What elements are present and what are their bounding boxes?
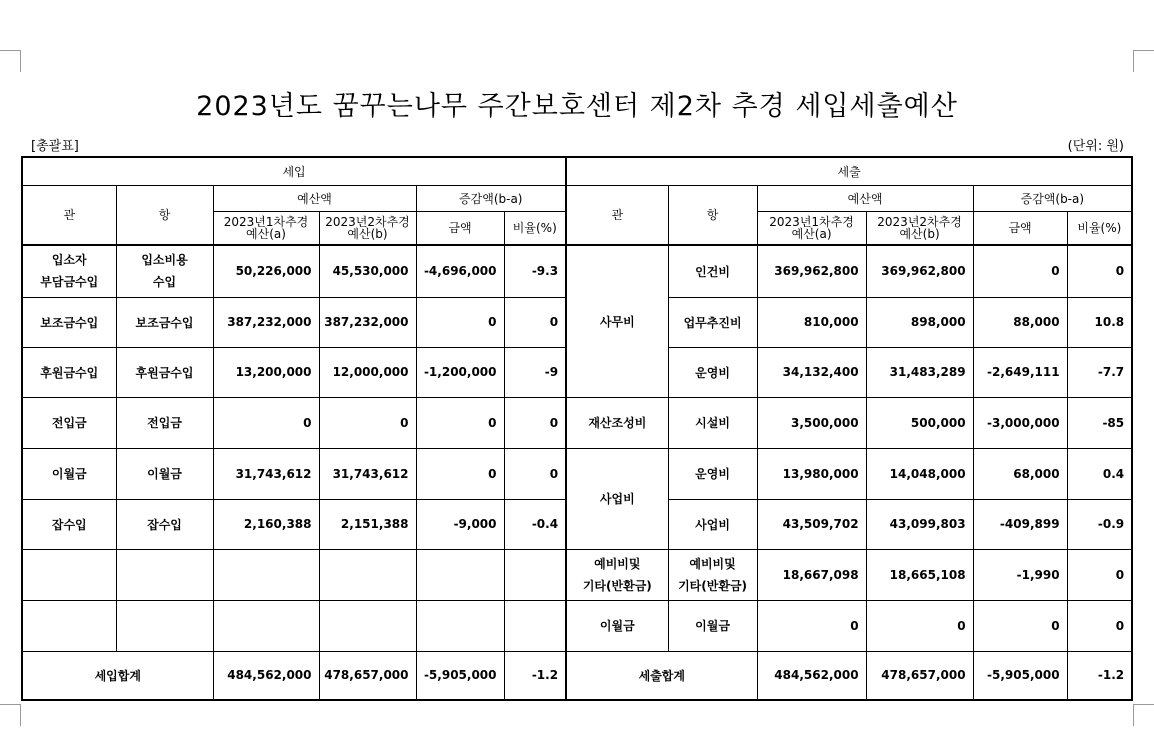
expense-budget-a-cell: 13,980,000 [757,448,866,499]
income-budget-a-cell: 13,200,000 [213,347,319,397]
income-budget-a-cell: 387,232,000 [213,297,319,347]
income-budget-b-cell: 45,530,000 [319,245,416,297]
expense-hang-cell: 운영비 [668,448,757,499]
income-diff-cell: 0 [416,448,504,499]
income-budget-b-cell: 12,000,000 [319,347,416,397]
expense-budget-a-header: 2023년1차추경 예산(a) [757,211,866,245]
expense-hang-cell: 운영비 [668,347,757,397]
expense-budget-a-cell: 369,962,800 [757,245,866,297]
income-budget-b-cell: 31,743,612 [319,448,416,499]
income-gwan-cell: 이월금 [22,448,116,499]
crop-mark-bottom-right [1134,704,1154,705]
income-hang-cell: 보조금수입 [116,297,213,347]
income-diff-cell: 0 [416,397,504,448]
income-budget-a-cell [213,600,319,651]
income-diff-cell [416,549,504,600]
income-ratio-cell [504,549,566,600]
expense-ratio-cell: -7.7 [1067,347,1132,397]
expense-diff-cell: -1,990 [973,549,1067,600]
income-hang-cell: 입소비용 수입 [116,245,213,297]
expense-budget-a-cell: 0 [757,600,866,651]
expense-diff-cell: 0 [973,600,1067,651]
income-change-header: 증감액(b-a) [416,185,566,211]
expense-diff-cell: -3,000,000 [973,397,1067,448]
expense-total-ratio: -1.2 [1067,651,1132,700]
expense-gwan-project: 사업비 [566,448,668,549]
income-diff-cell: -9,000 [416,499,504,549]
header-row-2 [22,185,1132,211]
document-title: 2023년도 꿈꾸는나무 주간보호센터 제2차 추경 세입세출예산 [196,91,958,122]
income-total-ratio: -1.2 [504,651,566,700]
income-ratio-cell: -9.3 [504,245,566,297]
expense-budget-a-cell: 3,500,000 [757,397,866,448]
income-ratio-header: 비율(%) [504,211,566,245]
expense-diff-cell: 68,000 [973,448,1067,499]
expense-hang-cell: 예비비및 기타(반환금) [668,549,757,600]
expense-budget-header: 예산액 [757,185,973,211]
expense-diff-cell: -2,649,111 [973,347,1067,397]
expense-amount-header: 금액 [973,211,1067,245]
expense-ratio-cell: -0.9 [1067,499,1132,549]
income-budget-a-cell [213,549,319,600]
income-budget-a-cell: 50,226,000 [213,245,319,297]
income-gwan-cell [22,549,116,600]
income-budget-b-cell [319,600,416,651]
income-total-a: 484,562,000 [213,651,319,700]
crop-mark-bottom-right-v [1133,704,1134,726]
expense-budget-b-cell: 18,665,108 [866,549,973,600]
expense-budget-a-cell: 43,509,702 [757,499,866,549]
expense-budget-b-cell: 500,000 [866,397,973,448]
expense-budget-b-header: 2023년2차추경 예산(b) [866,211,973,245]
income-budget-a-cell: 2,160,388 [213,499,319,549]
expense-hang-cell: 인건비 [668,245,757,297]
income-hang-cell: 후원금수입 [116,347,213,397]
expense-gwan-asset: 재산조성비 [566,397,668,448]
expense-diff-cell: 88,000 [973,297,1067,347]
income-budget-a-header: 2023년1차추경 예산(a) [213,211,319,245]
income-total-b: 478,657,000 [319,651,416,700]
expense-ratio-cell: 0 [1067,600,1132,651]
expense-gwan-reserve: 예비비및 기타(반환금) [566,549,668,600]
crop-mark-top-left-v [20,50,21,72]
expense-budget-a-cell: 810,000 [757,297,866,347]
expense-budget-b-cell: 898,000 [866,297,973,347]
income-diff-cell: -4,696,000 [416,245,504,297]
income-gwan-cell: 후원금수입 [22,347,116,397]
income-diff-cell: 0 [416,297,504,347]
expense-total-b: 478,657,000 [866,651,973,700]
expense-ratio-cell: 0 [1067,549,1132,600]
income-budget-a-cell: 0 [213,397,319,448]
expense-budget-b-cell: 14,048,000 [866,448,973,499]
expense-total-label: 세출합계 [566,651,757,700]
crop-mark-bottom-left [0,704,20,705]
income-hang-cell: 잡수입 [116,499,213,549]
income-gwan-cell [22,600,116,651]
expense-budget-b-cell: 369,962,800 [866,245,973,297]
income-budget-b-cell [319,549,416,600]
budget-summary-table [21,156,1133,701]
expense-budget-b-cell: 0 [866,600,973,651]
expense-gwan-carry: 이월금 [566,600,668,651]
expense-ratio-cell: 0.4 [1067,448,1132,499]
income-diff-cell: -1,200,000 [416,347,504,397]
income-hang-cell: 전입금 [116,397,213,448]
expense-change-header: 증감액(b-a) [973,185,1132,211]
income-hang-cell: 이월금 [116,448,213,499]
income-total-label: 세입합계 [22,651,213,700]
income-budget-b-cell: 387,232,000 [319,297,416,347]
income-gwan-cell: 입소자 부담금수입 [22,245,116,297]
income-budget-b-cell: 0 [319,397,416,448]
table-row [22,549,1132,600]
income-amount-header: 금액 [416,211,504,245]
income-gwan-cell: 보조금수입 [22,297,116,347]
expense-hang-cell: 사업비 [668,499,757,549]
table-row [22,397,1132,448]
income-ratio-cell: 0 [504,397,566,448]
expense-budget-a-cell: 34,132,400 [757,347,866,397]
income-gwan-cell: 잡수입 [22,499,116,549]
income-diff-cell [416,600,504,651]
expense-budget-a-cell: 18,667,098 [757,549,866,600]
income-header: 세입 [22,157,566,185]
table-row [22,448,1132,499]
expense-ratio-cell: 0 [1067,245,1132,297]
income-budget-header: 예산액 [213,185,416,211]
expense-total-diff: -5,905,000 [973,651,1067,700]
expense-budget-b-cell: 43,099,803 [866,499,973,549]
expense-gwan-header: 관 [566,185,668,245]
income-gwan-header: 관 [22,185,116,245]
expense-ratio-cell: -85 [1067,397,1132,448]
income-ratio-cell [504,600,566,651]
crop-mark-top-right [1134,50,1154,51]
income-budget-b-cell: 2,151,388 [319,499,416,549]
header-row-1 [22,157,1132,185]
expense-gwan-office: 사무비 [566,245,668,397]
table-row [22,600,1132,651]
crop-mark-top-left [0,50,20,51]
income-ratio-cell: 0 [504,448,566,499]
income-gwan-cell: 전입금 [22,397,116,448]
unit-label: (단위: 원) [1067,139,1124,154]
expense-hang-cell: 시설비 [668,397,757,448]
crop-mark-top-right-v [1133,50,1134,72]
expense-diff-cell: 0 [973,245,1067,297]
section-label: [총괄표] [31,139,79,154]
crop-mark-bottom-left-v [20,704,21,726]
expense-hang-cell: 업무추진비 [668,297,757,347]
expense-ratio-cell: 10.8 [1067,297,1132,347]
expense-diff-cell: -409,899 [973,499,1067,549]
income-hang-cell [116,600,213,651]
income-ratio-cell: -9 [504,347,566,397]
totals-row [22,651,1132,700]
income-budget-b-header: 2023년2차추경 예산(b) [319,211,416,245]
expense-total-a: 484,562,000 [757,651,866,700]
income-hang-cell [116,549,213,600]
income-hang-header: 항 [116,185,213,245]
expense-budget-b-cell: 31,483,289 [866,347,973,397]
income-total-diff: -5,905,000 [416,651,504,700]
expense-hang-cell: 이월금 [668,600,757,651]
expense-ratio-header: 비율(%) [1067,211,1132,245]
expense-hang-header: 항 [668,185,757,245]
expense-header: 세출 [566,157,1132,185]
income-ratio-cell: -0.4 [504,499,566,549]
income-ratio-cell: 0 [504,297,566,347]
income-budget-a-cell: 31,743,612 [213,448,319,499]
table-row [22,245,1132,297]
